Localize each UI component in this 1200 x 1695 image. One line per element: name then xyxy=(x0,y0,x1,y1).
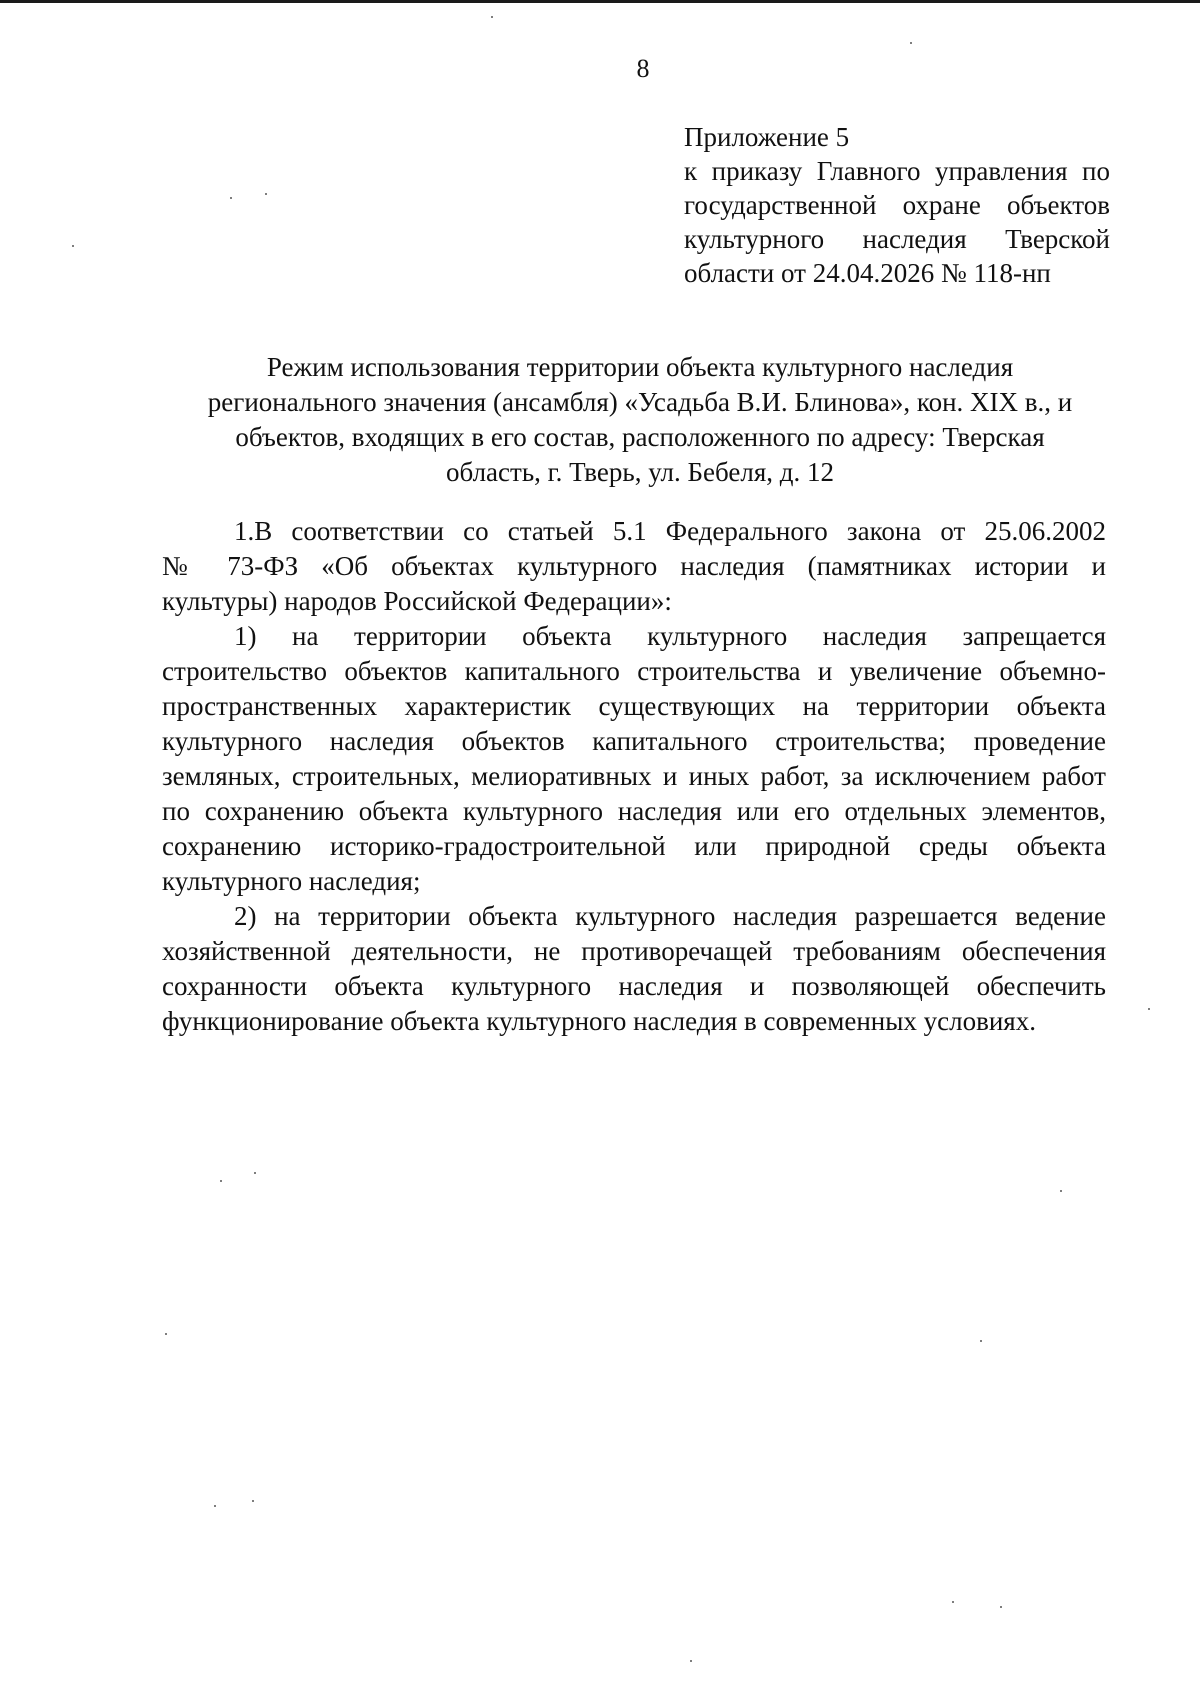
title-line: область, г. Тверь, ул. Бебеля, д. 12 xyxy=(446,457,834,487)
body-line: сохранности объекта культурного наследия и позволяющей обеспечить xyxy=(162,971,1106,1001)
body-line: пространственных характеристик существующих на территории объекта xyxy=(162,691,1106,721)
scan-top-edge xyxy=(0,0,1200,3)
scan-speck xyxy=(165,1333,167,1335)
document-body xyxy=(162,514,1106,1039)
scan-speck xyxy=(952,1601,954,1603)
appendix-line: области от 24.04.2026 № 118-нп xyxy=(684,258,1051,288)
paragraph-item-1 xyxy=(162,619,1106,899)
body-line: 1) на территории объекта культурного наследия запрещается xyxy=(234,621,1106,651)
body-line: хозяйственной деятельности, не противоречащей требованиям обеспечения xyxy=(162,936,1106,966)
scan-speck xyxy=(1060,1190,1062,1192)
appendix-line: культурного наследия Тверской xyxy=(684,224,1110,254)
scan-speck xyxy=(214,1505,216,1507)
page-number: 8 xyxy=(636,54,650,83)
body-line: земляных, строительных, мелиоративных и иных работ, за исключением работ xyxy=(162,761,1106,791)
paragraph-1 xyxy=(162,514,1106,619)
scan-speck xyxy=(1000,1606,1002,1608)
title-line: Режим использования территории объекта культурного наследия xyxy=(266,352,1014,382)
scan-speck xyxy=(491,16,493,18)
scan-speck xyxy=(230,197,232,199)
appendix-line: к приказу Главного управления по xyxy=(684,156,1110,186)
scan-speck xyxy=(72,245,74,247)
body-line: строительство объектов капитального строительства и увеличение объемно- xyxy=(162,656,1106,686)
scan-speck xyxy=(1148,1008,1150,1010)
body-line: 2) на территории объекта культурного наследия разрешается ведение xyxy=(234,901,1106,931)
document-title xyxy=(160,350,1120,490)
body-line: сохранению историко-градостроительной или природной среды объекта xyxy=(162,831,1106,861)
scan-speck xyxy=(220,1180,222,1182)
body-line: культуры) народов Российской Федерации»: xyxy=(162,586,672,616)
scan-speck xyxy=(252,1500,254,1502)
body-line: по сохранению объекта культурного наследия или его отдельных элементов, xyxy=(162,796,1106,826)
body-line: культурного наследия объектов капитального строительства; проведение xyxy=(162,726,1106,756)
body-line: № 73-ФЗ «Об объектах культурного наследия (памятниках истории и xyxy=(162,551,1106,581)
appendix-line: Приложение 5 xyxy=(684,122,850,152)
scan-speck xyxy=(265,193,267,195)
scan-speck xyxy=(690,1660,692,1662)
appendix-header xyxy=(684,120,1110,290)
title-line: объектов, входящих в его состав, расположенного по адресу: Тверская xyxy=(235,422,1045,452)
scan-speck xyxy=(980,1340,982,1342)
body-line: культурного наследия; xyxy=(162,866,421,896)
title-line: регионального значения (ансамбля) «Усадьба В.И. Блинова», кон. XIX в., и xyxy=(207,387,1073,417)
body-line: 1.В соответствии со статьей 5.1 Федерального закона от 25.06.2002 xyxy=(234,516,1106,546)
scan-speck xyxy=(910,42,912,44)
paragraph-item-2 xyxy=(162,899,1106,1039)
scan-speck xyxy=(254,1172,256,1174)
body-line: функционирование объекта культурного наследия в современных условиях. xyxy=(162,1006,1036,1036)
appendix-line: государственной охране объектов xyxy=(684,190,1110,220)
